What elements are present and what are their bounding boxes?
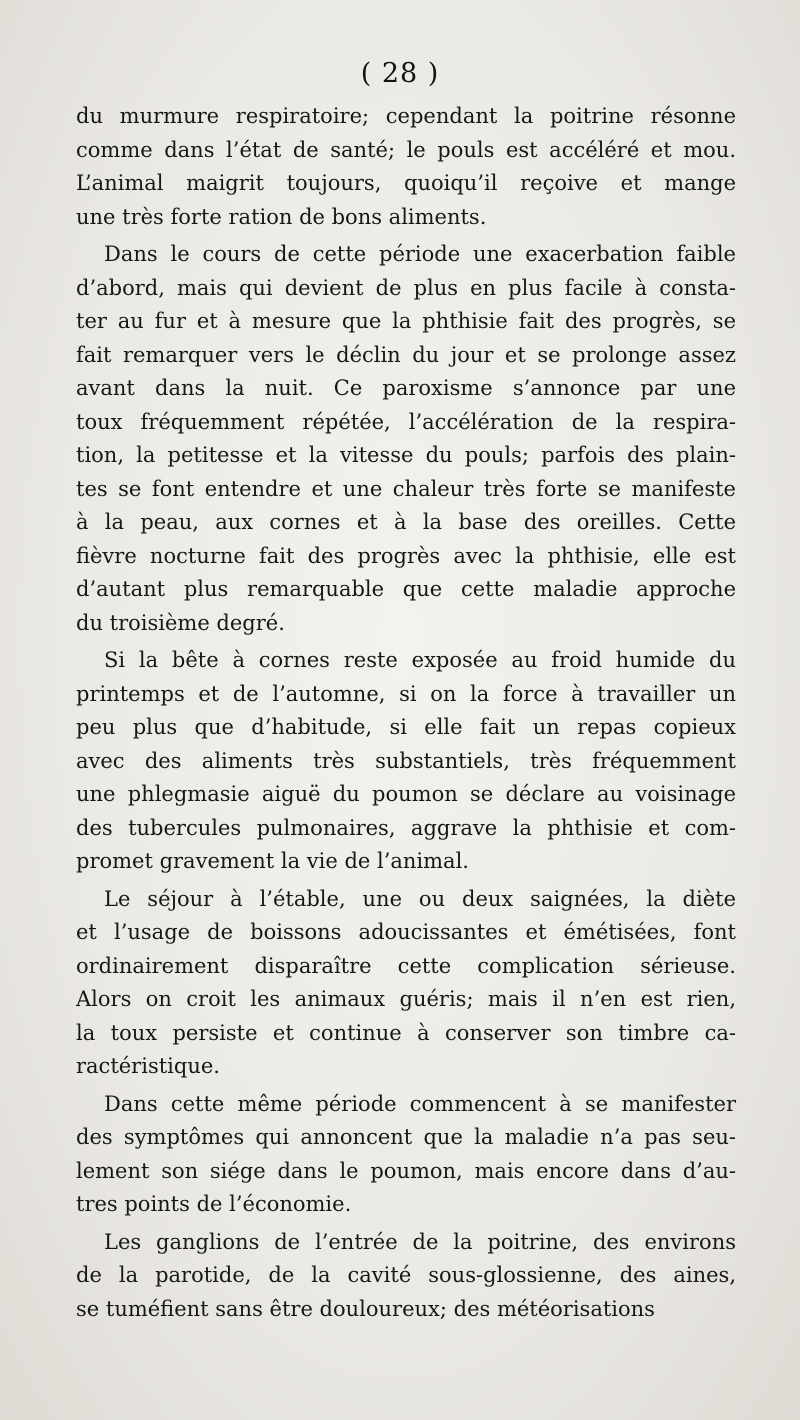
text-line: tes se font entendre et une chaleur très forte se manifeste <box>76 476 736 501</box>
text-line: promet gravement la vie de l’animal. <box>76 849 469 873</box>
text-line: une très forte ration de bons aliments. <box>76 204 487 229</box>
text-line: lement son siége dans le poumon, mais encore dans d’au- <box>76 1158 736 1183</box>
text-line: se tuméfient sans être douloureux; des météorisations <box>76 1296 655 1321</box>
text-line: toux fréquemment répétée, l’accélération de la respira- <box>76 409 736 434</box>
text-line: à la peau, aux cornes et à la base des oreilles. Cette <box>76 510 736 534</box>
text-line: Si la bête à cornes reste exposée au froid humide du <box>104 648 736 672</box>
text-line: printemps et de l’automne, si on la force à travailler un <box>76 681 736 706</box>
text-line: Les ganglions de l’entrée de la poitrine, des environs <box>104 1229 736 1254</box>
text-line: d’abord, mais qui devient de plus en plus facile à consta- <box>76 275 736 300</box>
text-line: de la parotide, de la cavité sous-glossienne, des aines, <box>76 1263 736 1287</box>
text-line: d’autant plus remarquable que cette maladie approche <box>76 577 736 601</box>
text-line: la toux persiste et continue à conserver son timbre ca- <box>76 1020 736 1045</box>
text-line: avant dans la nuit. Ce paroxisme s’annonce par une <box>76 376 736 400</box>
text-line: tres points de l’économie. <box>76 1192 352 1216</box>
paragraph <box>76 1088 736 1222</box>
text-line: et l’usage de boissons adoucissantes et émétisées, font <box>76 920 736 944</box>
body-text <box>76 100 736 1326</box>
paragraph <box>76 238 736 640</box>
text-line: des tubercules pulmonaires, aggrave la phthisie et com- <box>76 815 736 840</box>
paragraph <box>76 1226 736 1327</box>
text-line: Dans le cours de cette période une exacerbation faible <box>104 242 736 266</box>
paragraph <box>76 883 736 1084</box>
text-line: ordinairement disparaître cette complication sérieuse. <box>76 953 736 978</box>
paragraph <box>76 100 736 234</box>
text-line: ractéristique. <box>76 1054 220 1078</box>
text-line: ter au fur et à mesure que la phthisie fait des progrès, se <box>76 309 736 333</box>
text-line: Alors on croit les animaux guéris; mais il n’en est rien, <box>76 987 736 1011</box>
text-line: tion, la petitesse et la vitesse du pouls; parfois des plain- <box>76 443 736 467</box>
text-line: des symptômes qui annoncent que la maladie n’a pas seu- <box>76 1125 736 1149</box>
text-line: du troisième degré. <box>76 610 285 635</box>
text-line: une phlegmasie aiguë du poumon se déclare au voisinage <box>76 782 736 806</box>
text-line: fait remarquer vers le déclin du jour et se prolonge assez <box>76 342 736 367</box>
text-line: peu plus que d’habitude, si elle fait un repas copieux <box>76 715 736 739</box>
text-line: avec des aliments très substantiels, très fréquemment <box>76 748 736 773</box>
paragraph <box>76 644 736 879</box>
text-line: L’animal maigrit toujours, quoiqu’il reçoive et mange <box>76 171 736 195</box>
page-number: ( 28 ) <box>360 58 440 89</box>
text-line: fièvre nocturne fait des progrès avec la phthisie, elle est <box>76 543 736 568</box>
text-line: Le séjour à l’étable, une ou deux saignées, la diète <box>104 886 736 911</box>
text-line: comme dans l’état de santé; le pouls est accéléré et mou. <box>76 137 736 162</box>
text-line: du murmure respiratoire; cependant la poitrine résonne <box>76 104 736 128</box>
text-line: Dans cette même période commencent à se manifester <box>104 1091 736 1116</box>
